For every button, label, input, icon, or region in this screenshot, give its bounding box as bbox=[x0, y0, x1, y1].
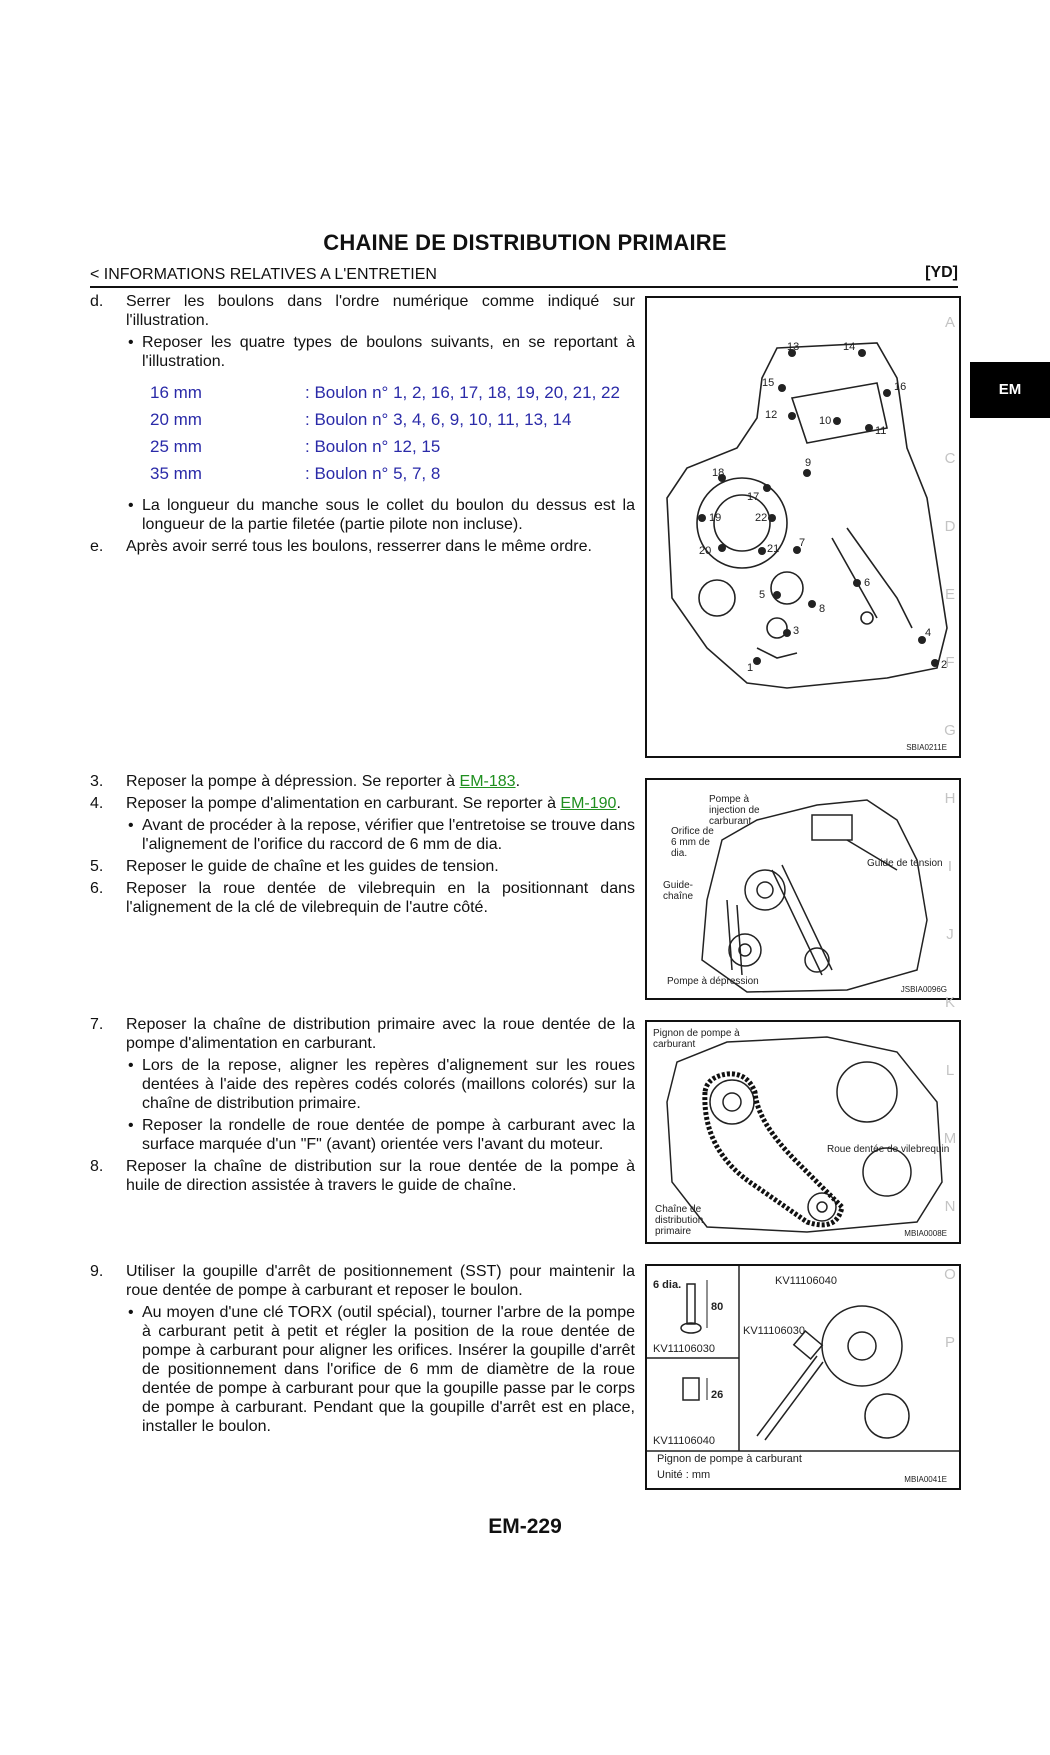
bolt-number: 3 bbox=[793, 625, 800, 637]
bolt-number: 21 bbox=[767, 543, 780, 555]
bolt-number: 7 bbox=[799, 537, 806, 549]
back-link[interactable]: < INFORMATIONS RELATIVES A L'ENTRETIEN bbox=[90, 266, 437, 283]
section-header bbox=[90, 264, 958, 288]
side-tab-e[interactable]: E bbox=[944, 586, 955, 603]
bolt-row: 16 mm : Boulon n° 1, 2, 16, 17, 18, 19, 20, 21, 22 bbox=[150, 383, 620, 402]
bolt-number: 17 bbox=[747, 491, 760, 503]
label-80: 80 bbox=[711, 1301, 724, 1313]
steps-d-e bbox=[90, 292, 635, 559]
bolt-number: 16 bbox=[894, 381, 907, 393]
steps-3-6 bbox=[90, 772, 635, 920]
figure-code: MBIA0008E bbox=[904, 1229, 947, 1238]
bolt-number: 14 bbox=[843, 341, 856, 353]
side-tab-c[interactable]: C bbox=[944, 450, 956, 467]
bolt-number: 4 bbox=[925, 627, 932, 639]
bolt-number: 15 bbox=[762, 377, 775, 389]
figure-bolt-order bbox=[645, 296, 961, 758]
label-6-dia: 6 dia. bbox=[653, 1279, 682, 1291]
side-tab-d[interactable]: D bbox=[944, 518, 956, 535]
figure-code: MBIA0041E bbox=[904, 1475, 947, 1484]
figure-vacuum-pump bbox=[645, 778, 961, 1000]
side-tab-m[interactable]: M bbox=[943, 1130, 957, 1147]
label-injection-pump: Pompe à injection de carburant bbox=[709, 794, 760, 827]
side-tab-i[interactable]: I bbox=[947, 858, 953, 875]
bolt-number: 10 bbox=[819, 415, 832, 427]
side-tab-l[interactable]: L bbox=[945, 1062, 955, 1079]
bolt-number: 13 bbox=[787, 341, 800, 353]
label-vacuum-pump: Pompe à dépression bbox=[667, 976, 759, 987]
bolt-number: 8 bbox=[819, 603, 826, 615]
step-4: 4. Reposer la pompe d'alimentation en carburant. Se reporter à EM-190. bbox=[90, 795, 621, 812]
label-kv11106030-callout: KV11106030 bbox=[743, 1325, 805, 1337]
label-chain-guide: Guide-chaîne bbox=[663, 880, 694, 902]
bolt-number: 2 bbox=[941, 659, 948, 671]
figure-special-tools bbox=[645, 1264, 961, 1490]
step-d: d. Serrer les boulons dans l'ordre numérique comme indiqué sur l'illustration. bbox=[90, 293, 635, 329]
side-tab-g[interactable]: G bbox=[944, 722, 956, 739]
label-tool-kv11106040: KV11106040 bbox=[653, 1435, 715, 1447]
bolt-number: 19 bbox=[709, 512, 722, 524]
link-em-183[interactable]: EM-183 bbox=[459, 773, 516, 790]
label-26: 26 bbox=[711, 1389, 724, 1401]
step-3: 3. Reposer la pompe à dépression. Se reporter à EM-183. bbox=[90, 773, 521, 790]
page-number: EM-229 bbox=[488, 1515, 562, 1538]
side-tab-em[interactable]: EM bbox=[970, 362, 1050, 418]
side-tab-j[interactable]: J bbox=[946, 926, 954, 943]
steps-7-8 bbox=[90, 1015, 635, 1198]
step-d-bullet: • Reposer les quatre types de boulons suivants, en se reportant à l'illustration. bbox=[128, 334, 635, 370]
side-tab-o[interactable]: O bbox=[944, 1266, 956, 1283]
side-tab-k[interactable]: K bbox=[944, 994, 955, 1011]
step-9: 9. Utiliser la goupille d'arrêt de positionnement (SST) pour maintenir la roue dentée de pompe à carburant et reposer le boulon. bbox=[90, 1263, 635, 1299]
label-tool-kv11106030: KV11106030 bbox=[653, 1343, 715, 1355]
link-em-190[interactable]: EM-190 bbox=[560, 795, 617, 812]
bolt-number: 6 bbox=[864, 577, 871, 589]
side-tab-p[interactable]: P bbox=[944, 1334, 955, 1351]
label-primary-chain: Chaîne de distribution primaire bbox=[655, 1204, 704, 1237]
bolt-number: 12 bbox=[765, 409, 778, 421]
side-tab-n[interactable]: N bbox=[944, 1198, 956, 1215]
bolt-number: 20 bbox=[699, 545, 712, 557]
label-kv11106040-callout: KV11106040 bbox=[775, 1275, 837, 1287]
step-d-note: • La longueur du manche sous le collet du boulon du dessus est la longueur de la partie filetée (partie pilote non incluse). bbox=[128, 497, 635, 533]
step-7-bullet-2: • Reposer la rondelle de roue dentée de pompe à carburant avec la surface marquée d'un "F" (avant) orientée vers l'avant du moteur. bbox=[128, 1117, 635, 1153]
bolt-row: 20 mm : Boulon n° 3, 4, 6, 9, 10, 11, 13, 14 bbox=[150, 410, 572, 429]
step-5: 5. Reposer le guide de chaîne et les guides de tension. bbox=[90, 858, 499, 875]
step-d-text: Serrer les boulons dans l'ordre numérique comme indiqué sur l'illustration. bbox=[126, 293, 635, 329]
bolt-row: 25 mm : Boulon n° 12, 15 bbox=[150, 437, 441, 456]
bolt-row: 35 mm : Boulon n° 5, 7, 8 bbox=[150, 464, 441, 483]
step-7: 7. Reposer la chaîne de distribution primaire avec la roue dentée de la pompe d'alimentation en carburant. bbox=[90, 1016, 635, 1052]
engine-cover-drawing bbox=[647, 298, 959, 756]
page-title: CHAINE DE DISTRIBUTION PRIMAIRE bbox=[323, 230, 727, 255]
bolt-number: 9 bbox=[805, 457, 812, 469]
step-9-block bbox=[90, 1262, 635, 1439]
label-tension-guide: Guide de tension bbox=[867, 858, 943, 869]
side-tab-f[interactable]: F bbox=[945, 654, 955, 671]
step-e: e. Après avoir serré tous les boulons, resserrer dans le même ordre. bbox=[90, 538, 592, 555]
step-7-bullet-1: • Lors de la repose, aligner les repères d'alignement sur les roues dentées à l'aide des repères codés colorés (maillons colorés) sur la chaîne de distribution primaire. bbox=[128, 1057, 635, 1112]
model-code: [YD] bbox=[925, 264, 958, 281]
side-tab-h[interactable]: H bbox=[944, 790, 956, 807]
bolt-table bbox=[150, 383, 635, 484]
label-crank-sprocket: Roue dentée de vilebrequin bbox=[827, 1144, 950, 1155]
step-8: 8. Reposer la chaîne de distribution sur la roue dentée de la pompe à huile de direction assistée à travers le guide de chaîne. bbox=[90, 1158, 635, 1194]
figure-code: JSBIA0096G bbox=[900, 985, 947, 994]
bolt-number: 1 bbox=[747, 662, 754, 674]
step-4-bullet: • Avant de procéder à la repose, vérifier que l'entretoise se trouve dans l'alignement de l'orifice du raccord de 6 mm de dia. bbox=[128, 817, 635, 853]
side-tab-a[interactable]: A bbox=[944, 314, 955, 331]
label-unit: Unité : mm bbox=[657, 1469, 711, 1481]
label-fuel-pump-sprocket: Pignon de pompe à carburant bbox=[653, 1028, 740, 1050]
step-9-bullet: • Au moyen d'une clé TORX (outil spécial), tourner l'arbre de la pompe à carburant petit à petit et régler la position de la roue dentée de pompe à carburant pour aligner les orifices. Insérer la goupille d'arrêt de positionnement dans l'orifice de 6 mm de diamètre de la roue dentée de pompe à carburant pour que la goupille passe par le corps de pompe à carburant. Pendant que la goupille d'arrêt est en place, installer le boulon. bbox=[128, 1304, 635, 1435]
figure-code: SBIA0211E bbox=[906, 743, 947, 752]
label-6mm-hole: Orifice de 6 mm de dia. bbox=[671, 826, 714, 859]
bolt-number: 11 bbox=[875, 425, 887, 437]
figure-timing-chain bbox=[645, 1020, 961, 1244]
label-fuel-pump-sprocket: Pignon de pompe à carburant bbox=[657, 1453, 802, 1465]
bolt-number: 5 bbox=[759, 589, 766, 601]
bolt-number: 18 bbox=[712, 467, 725, 479]
bolt-number: 22 bbox=[755, 512, 768, 524]
step-6: 6. Reposer la roue dentée de vilebrequin en la positionnant dans l'alignement de la clé de vilebrequin de l'autre côté. bbox=[90, 880, 635, 916]
